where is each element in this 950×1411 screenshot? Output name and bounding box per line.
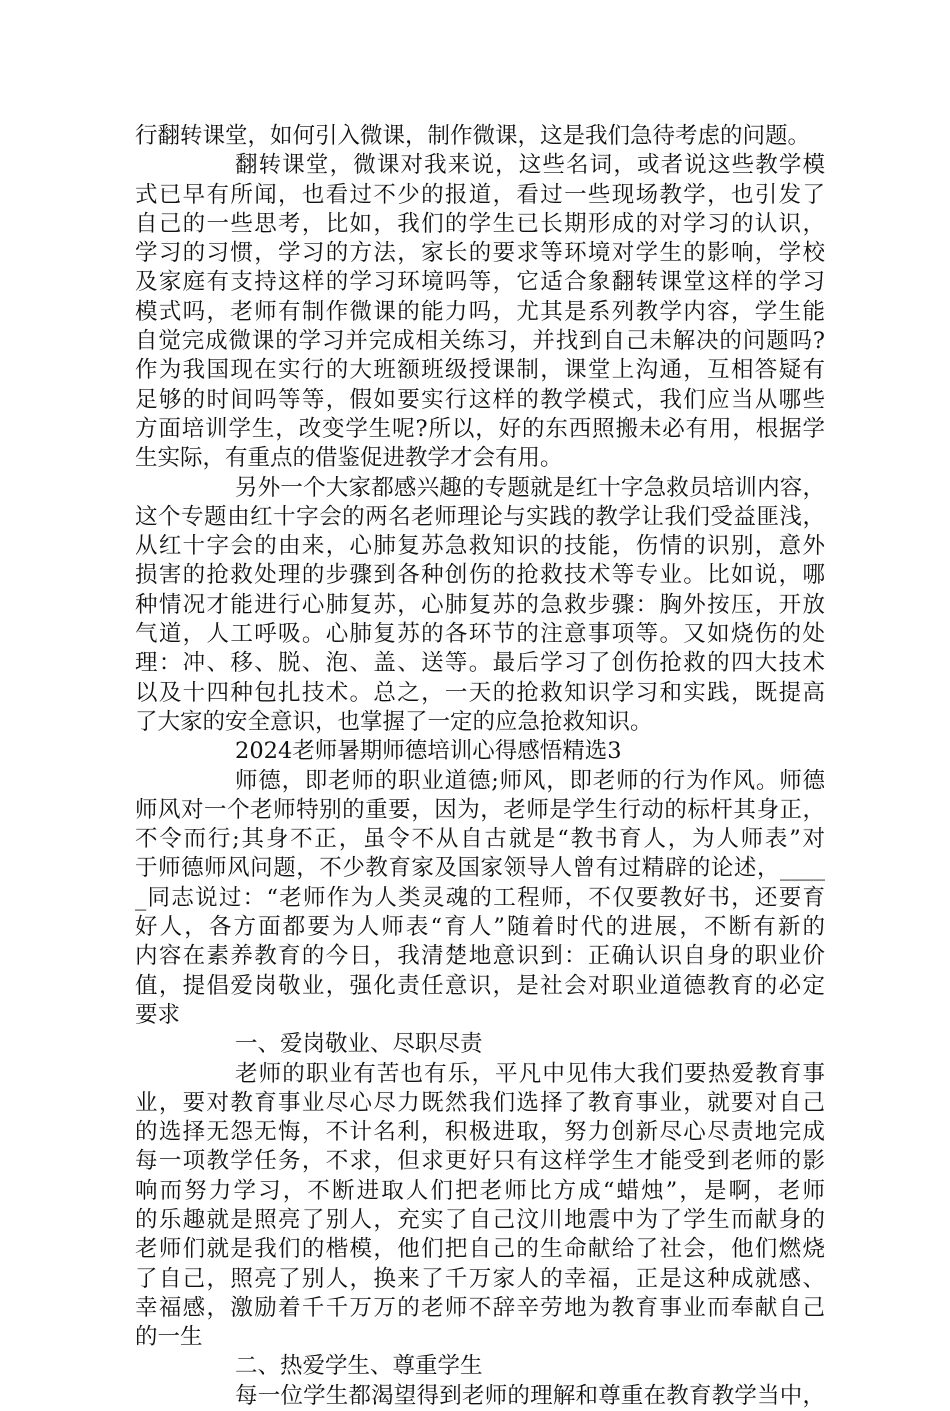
text-line: 值，提倡爱岗敬业，强化责任意识，是社会对职业道德教育的必定 [135,972,825,999]
text-line: 从红十字会的由来，心肺复苏急救知识的技能，伤情的识别，意外 [135,533,825,560]
text-line: 行翻转课堂，如何引入微课，制作微课，这是我们急待考虑的问题。 [135,123,811,149]
text-line: 足够的时间吗等等，假如要实行这样的教学模式，我们应当从哪些 [135,386,825,413]
text-line: 要求 [135,1001,181,1028]
text-line: 内容在素养教育的今日，我清楚地意识到：正确认识自身的职业价 [135,943,825,970]
text-line: 幸福感，激励着千千万万的老师不辞辛劳地为教育事业而奉献自己 [135,1294,825,1321]
text-line: 自觉完成微课的学习并完成相关练习，并找到自己未解决的问题吗? [135,328,825,355]
text-line: 作为我国现在实行的大班额班级授课制，课堂上沟通，互相答疑有 [135,357,825,384]
text-line: 以及十四种包扎技术。总之，一天的抢救知识学习和实践，既提高 [135,679,825,706]
text-line: 模式吗，老师有制作微课的能力吗，尤其是系列教学内容，学生能 [135,298,825,325]
text-line: 好人，各方面都要为人师表“育人”随着时代的进展，不断有新的 [135,914,825,941]
text-line: 二、热爱学生、尊重学生 [235,1353,483,1380]
text-line: 种情况才能进行心肺复苏，心肺复苏的急救步骤：胸外按压，开放 [135,591,825,618]
text-line: 学习的习惯，学习的方法，家长的要求等环境对学生的影响，学校 [135,240,825,267]
text-line: 另外一个大家都感兴趣的专题就是红十字急救员培训内容， [235,474,825,501]
text-line: 这个专题由红十字会的两名老师理论与实践的教学让我们受益匪浅， [135,503,825,530]
text-line: 师风对一个老师特别的重要，因为，老师是学生行动的标杆其身正， [135,796,825,823]
text-line: 业，要对教育事业尽心尽力既然我们选择了教育事业，就要对自己 [135,1089,825,1116]
text-line: 老师们就是我们的楷模，他们把自己的生命献给了社会，他们燃烧 [135,1236,825,1263]
document-body [135,122,825,1411]
text-line: 理：冲、移、脱、泡、盖、送等。最后学习了创伤抢救的四大技术 [135,650,825,677]
text-line: 不令而行;其身不正，虽令不从自古就是“教书育人，为人师表”对 [135,826,825,853]
text-line: 一、爱岗敬业、尽职尽责 [235,1031,483,1058]
text-line: 了大家的安全意识，也掌握了一定的应急抢救知识。 [135,708,653,735]
text-line: 每一项教学任务，不求，但求更好只有这样学生才能受到老师的影 [135,1148,825,1175]
text-line: 于师德师风问题，不少教育家及国家领导人曾有过精辟的论述，____ [135,855,825,882]
text-line: 翻转课堂，微课对我来说，这些名词，或者说这些教学模 [235,152,825,179]
text-line: 式已早有所闻，也看过不少的报道，看过一些现场教学，也引发了 [135,181,825,208]
text-line: _同志说过：“老师作为人类灵魂的工程师，不仅要教好书，还要育 [135,884,825,911]
text-line: 损害的抢救处理的步骤到各种创伤的抢救技术等专业。比如说，哪 [135,562,825,589]
text-line: 老师的职业有苦也有乐，平凡中见伟大我们要热爱教育事 [235,1060,825,1087]
text-line: 方面培训学生，改变学生呢?所以，好的东西照搬未必有用，根据学 [135,415,825,442]
text-line: 师德，即老师的职业道德;师风，即老师的行为作风。师德 [235,767,825,794]
text-line: 及家庭有支持这样的学习环境吗等，它适合象翻转课堂这样的学习 [135,269,825,296]
text-line: 自己的一些思考，比如，我们的学生已长期形成的对学习的认识， [135,210,825,237]
text-line: 的乐趣就是照亮了别人，充实了自己汶川地震中为了学生而献身的 [135,1206,825,1233]
text-line: 生实际，有重点的借鉴促进教学才会有用。 [135,445,563,472]
text-line: 气道，人工呼吸。心肺复苏的各环节的注意事项等。又如烧伤的处 [135,621,825,648]
text-line: 了自己，照亮了别人，换来了千万家人的幸福，正是这种成就感、 [135,1265,825,1292]
text-line: 响而努力学习，不断进取人们把老师比方成“蜡烛”，是啊，老师 [135,1177,825,1204]
text-line: 2024老师暑期师德培训心得感悟精选3 [235,738,622,765]
text-line: 的选择无怨无悔，不计名利，积极进取，努力创新尽心尽责地完成 [135,1119,825,1146]
text-line: 的一生 [135,1324,203,1351]
text-line: 每一位学生都渴望得到老师的理解和尊重在教育教学当中， [235,1382,825,1409]
